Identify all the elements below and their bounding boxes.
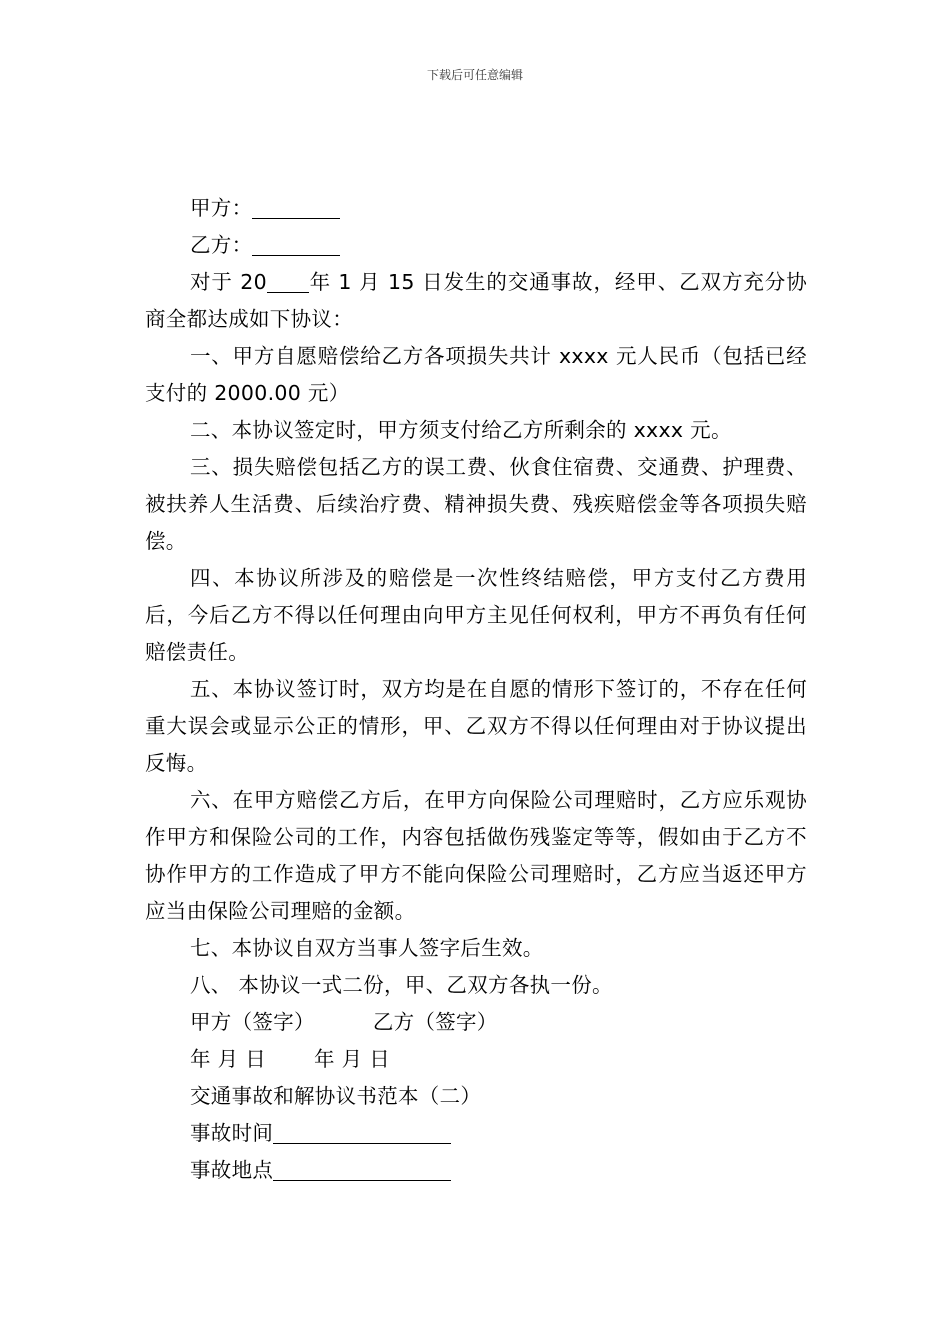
intro-after: 年 1 月 15 日发生的交通事故，经甲、乙双方充分协商全都达成如下协议： bbox=[145, 270, 807, 331]
clause-3: 三、损失赔偿包括乙方的误工费、伙食住宿费、交通费、护理费、被扶养人生活费、后续治疗费、精神损失费、残疾赔偿金等各项损失赔偿。 bbox=[145, 455, 807, 553]
clause-2: 二、本协议签定时，甲方须支付给乙方所剩余的 xxxx 元。 bbox=[190, 418, 732, 442]
clause-4: 四、本协议所涉及的赔偿是一次性终结赔偿，甲方支付乙方费用后，今后乙方不得以任何理由向甲方主见任何权利，甲方不再负有任何赔偿责任。 bbox=[145, 566, 807, 664]
party-b-blank bbox=[252, 231, 340, 256]
clause-7: 七、本协议自双方当事人签字后生效。 bbox=[190, 936, 544, 960]
accident-time-blank bbox=[273, 1119, 451, 1144]
date-b: 年 月 日 bbox=[314, 1047, 391, 1071]
year-blank bbox=[267, 268, 309, 293]
accident-place-line bbox=[145, 1152, 807, 1189]
party-b-label: 乙方： bbox=[190, 233, 253, 257]
intro-paragraph bbox=[145, 264, 807, 338]
second-title: 交通事故和解协议书范本（二） bbox=[190, 1084, 482, 1108]
clause-8: 八、 本协议一式二份，甲、乙双方各执一份。 bbox=[190, 973, 613, 997]
sign-a: 甲方（签字） bbox=[190, 1010, 315, 1034]
party-b-line bbox=[145, 227, 807, 264]
accident-time-label: 事故时间 bbox=[190, 1121, 274, 1145]
clause-1: 一、甲方自愿赔偿给乙方各项损失共计 xxxx 元人民币（包括已经支付的 2000.00 元） bbox=[145, 344, 807, 405]
clause-5: 五、本协议签订时，双方均是在自愿的情形下签订的，不存在任何重大误会或显示公正的情形，甲、乙双方不得以任何理由对于协议提出反悔。 bbox=[145, 677, 807, 775]
date-line bbox=[145, 1041, 807, 1078]
intro-before: 对于 20 bbox=[190, 270, 267, 294]
accident-time-line bbox=[145, 1115, 807, 1152]
date-a: 年 月 日 bbox=[190, 1047, 267, 1071]
page-header: 下载后可任意编辑 bbox=[426, 68, 523, 82]
agreement-document bbox=[145, 190, 807, 1189]
accident-place-label: 事故地点 bbox=[190, 1158, 274, 1182]
party-a-line bbox=[145, 190, 807, 227]
sign-b: 乙方（签字） bbox=[372, 1010, 498, 1034]
party-a-blank bbox=[252, 194, 340, 219]
party-a-label: 甲方： bbox=[190, 196, 253, 220]
accident-place-blank bbox=[273, 1156, 451, 1181]
signature-line bbox=[145, 1004, 807, 1041]
clause-6: 六、在甲方赔偿乙方后，在甲方向保险公司理赔时，乙方应乐观协作甲方和保险公司的工作，内容包括做伤残鉴定等等，假如由于乙方不协作甲方的工作造成了甲方不能向保险公司理赔时，乙方应当返还甲方应当由保险公司理赔的金额。 bbox=[145, 788, 807, 923]
